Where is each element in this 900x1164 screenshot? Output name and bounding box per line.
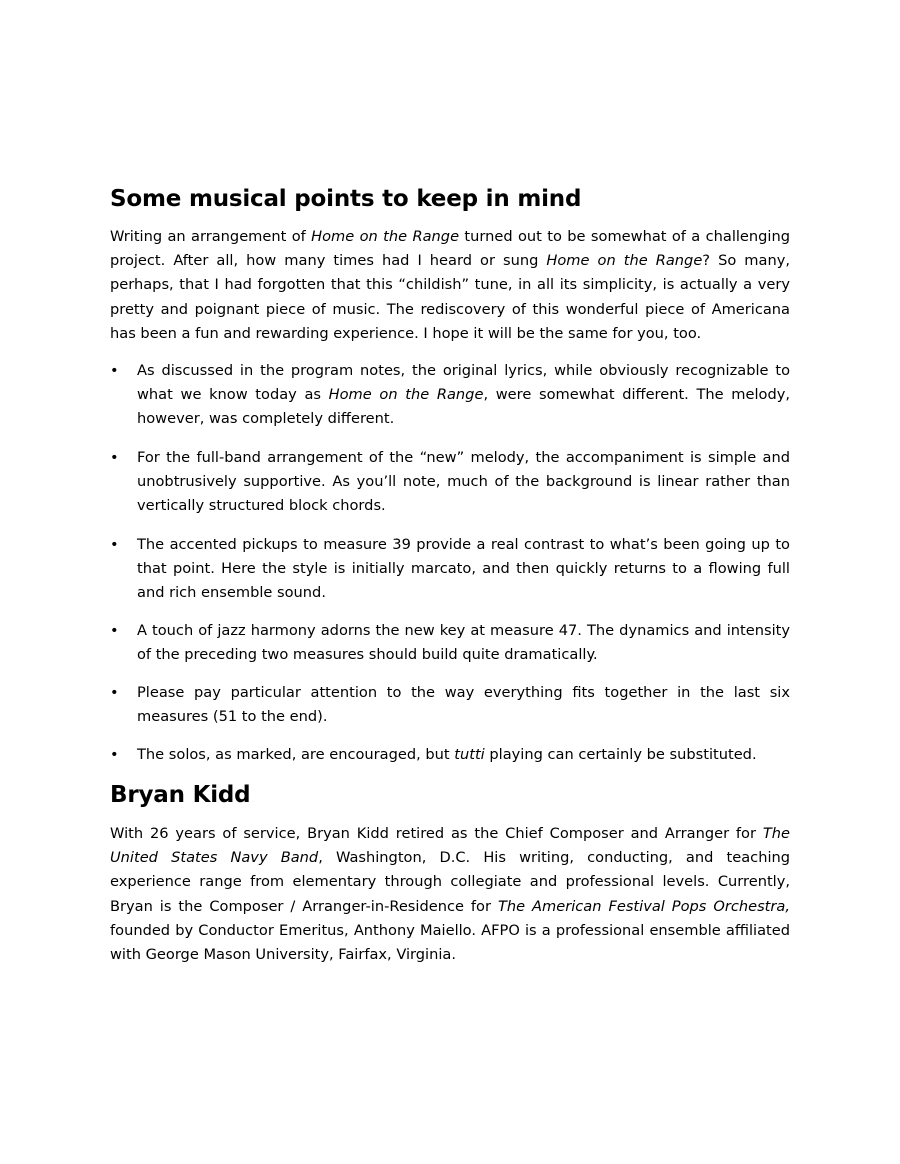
list-item-text <box>137 533 790 606</box>
bio-text-1: With 26 years of service, Bryan Kidd retired as the Chief Composer and Arranger for <box>110 825 763 842</box>
bullet-icon: • <box>110 449 119 466</box>
list-item <box>110 743 790 767</box>
bio-title-2: The American Festival Pops Orchestra, <box>497 897 790 915</box>
list-item-text <box>137 359 790 432</box>
bio-title-1: The United States Navy Band <box>110 825 790 867</box>
bullet-icon: • <box>110 362 119 379</box>
list-item <box>110 681 790 729</box>
point-text: Please pay particular attention to the way everything fits together in the last six measures (51 to the end). <box>137 684 790 726</box>
list-item-text <box>137 619 790 667</box>
point-italic: tutti <box>454 746 485 763</box>
intro-text-2: turned out to be somewhat of a challenging project. After all, how many times had I heard or sung <box>110 228 790 270</box>
intro-title-2: Home on the Range <box>546 252 703 270</box>
intro-text-3: ? So many, perhaps, that I had forgotten that this “childish” tune, in all its simplicity, is actually a very pretty and poignant piece of music. The rediscovery of this wonderful piece of Americana has been a fun and rewarding experience. I hope it will be the same for you, too. <box>110 252 790 342</box>
point-text: , were somewhat different. The melody, however, was completely different. <box>137 386 790 428</box>
bio-paragraph <box>110 822 790 967</box>
list-item-text <box>137 446 790 519</box>
point-text: The accented pickups to measure 39 provide a real contrast to what’s been going up to that point. Here the style is initially marcato, and then quickly returns to a flowing full and rich ensemble sound. <box>137 536 790 602</box>
intro-title-1: Home on the Range <box>311 228 460 245</box>
intro-text-1: Writing an arrangement of <box>110 228 312 245</box>
list-item <box>110 359 790 432</box>
point-text: playing can certainly be substituted. <box>484 746 757 763</box>
bullet-icon: • <box>110 684 119 701</box>
point-text: A touch of jazz harmony adorns the new key at measure 47. The dynamics and intensity of the preceding two measures should build quite dramatically. <box>137 622 790 664</box>
list-item <box>110 533 790 606</box>
section-heading-bryan-kidd: Bryan Kidd <box>110 782 251 808</box>
point-text: For the full-band arrangement of the “new” melody, the accompaniment is simple and unobtrusively supportive. As you’ll note, much of the background is linear rather than vertically structured block chords. <box>137 449 790 515</box>
list-item <box>110 446 790 519</box>
point-text: As discussed in the program notes, the original lyrics, while obviously recognizable to what we know today as <box>137 362 790 404</box>
bullet-icon: • <box>110 622 119 639</box>
point-italic: Home on the Range <box>328 386 484 404</box>
bio-text-3: founded by Conductor Emeritus, Anthony Maiello. AFPO is a professional ensemble affiliated with George Mason University, Fairfax, Virginia. <box>110 921 790 964</box>
point-text: The solos, as marked, are encouraged, but <box>137 746 455 763</box>
list-item <box>110 619 790 667</box>
bio-text-2: , Washington, D.C. His writing, conducting, and teaching experience range from elementary through collegiate and professional levels. Currently, Bryan is the Composer / Arranger-in-Residence for <box>110 849 791 915</box>
section-heading-musical-points: Some musical points to keep in mind <box>110 186 582 212</box>
list-item-text <box>137 743 790 767</box>
intro-paragraph <box>110 225 790 346</box>
bullet-icon: • <box>110 536 119 553</box>
list-item-text <box>137 681 790 729</box>
bullet-icon: • <box>110 746 119 763</box>
